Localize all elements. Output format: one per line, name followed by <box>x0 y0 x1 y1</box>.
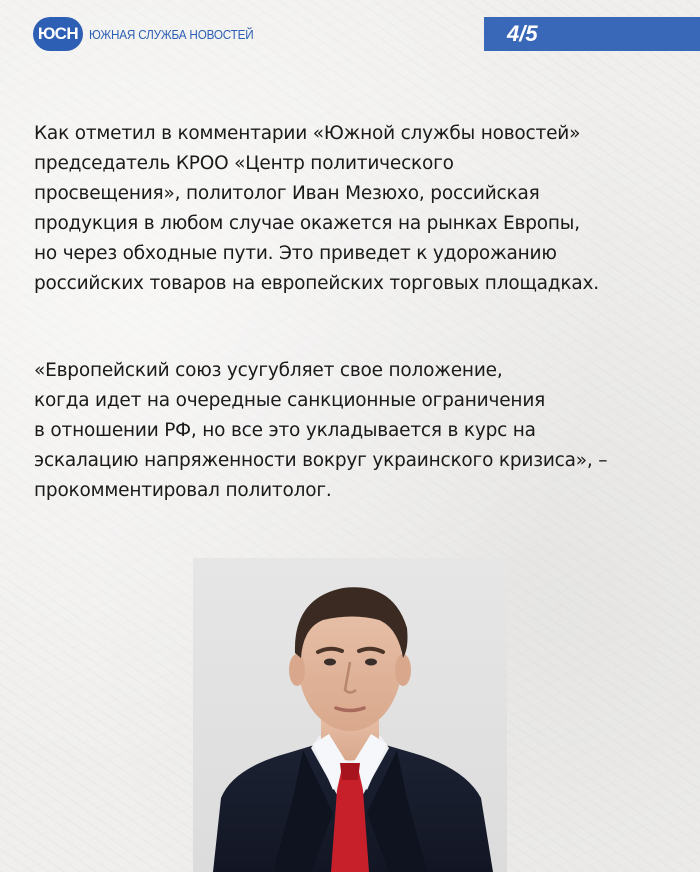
portrait-illustration <box>193 558 507 872</box>
logo-badge: ЮСН <box>33 17 83 51</box>
text-line: эскалацию напряженности вокруг украинского кризиса», – <box>34 450 608 471</box>
text-line: «Европейский союз усугубляет свое положение, <box>34 360 503 381</box>
text-line: просвещения», политолог Иван Мезюхо, российская <box>34 183 540 204</box>
paragraph-quote <box>34 356 674 506</box>
text-line: продукция в любом случае окажется на рынках Европы, <box>34 213 580 234</box>
text-line: когда идет на очередные санкционные ограничения <box>34 390 546 411</box>
text-line: Как отметил в комментарии «Южной службы новостей» <box>34 123 581 144</box>
page-indicator <box>484 17 700 51</box>
page-number: 4/5 <box>507 21 538 46</box>
text-line: прокомментировал политолог. <box>34 480 332 501</box>
text-line: российских товаров на европейских торговых площадках. <box>34 273 599 294</box>
logo-text: ЮЖНАЯ СЛУЖБА НОВОСТЕЙ <box>89 26 254 42</box>
text-line: но через обходные пути. Это приведет к удорожанию <box>34 243 557 264</box>
text-line: председатель КРОО «Центр политического <box>34 153 454 174</box>
text-line: в отношении РФ, но все это укладывается в курс на <box>34 420 536 441</box>
portrait-photo <box>193 558 507 872</box>
logo[interactable] <box>33 17 272 51</box>
paragraph-quote-intro <box>34 119 674 299</box>
